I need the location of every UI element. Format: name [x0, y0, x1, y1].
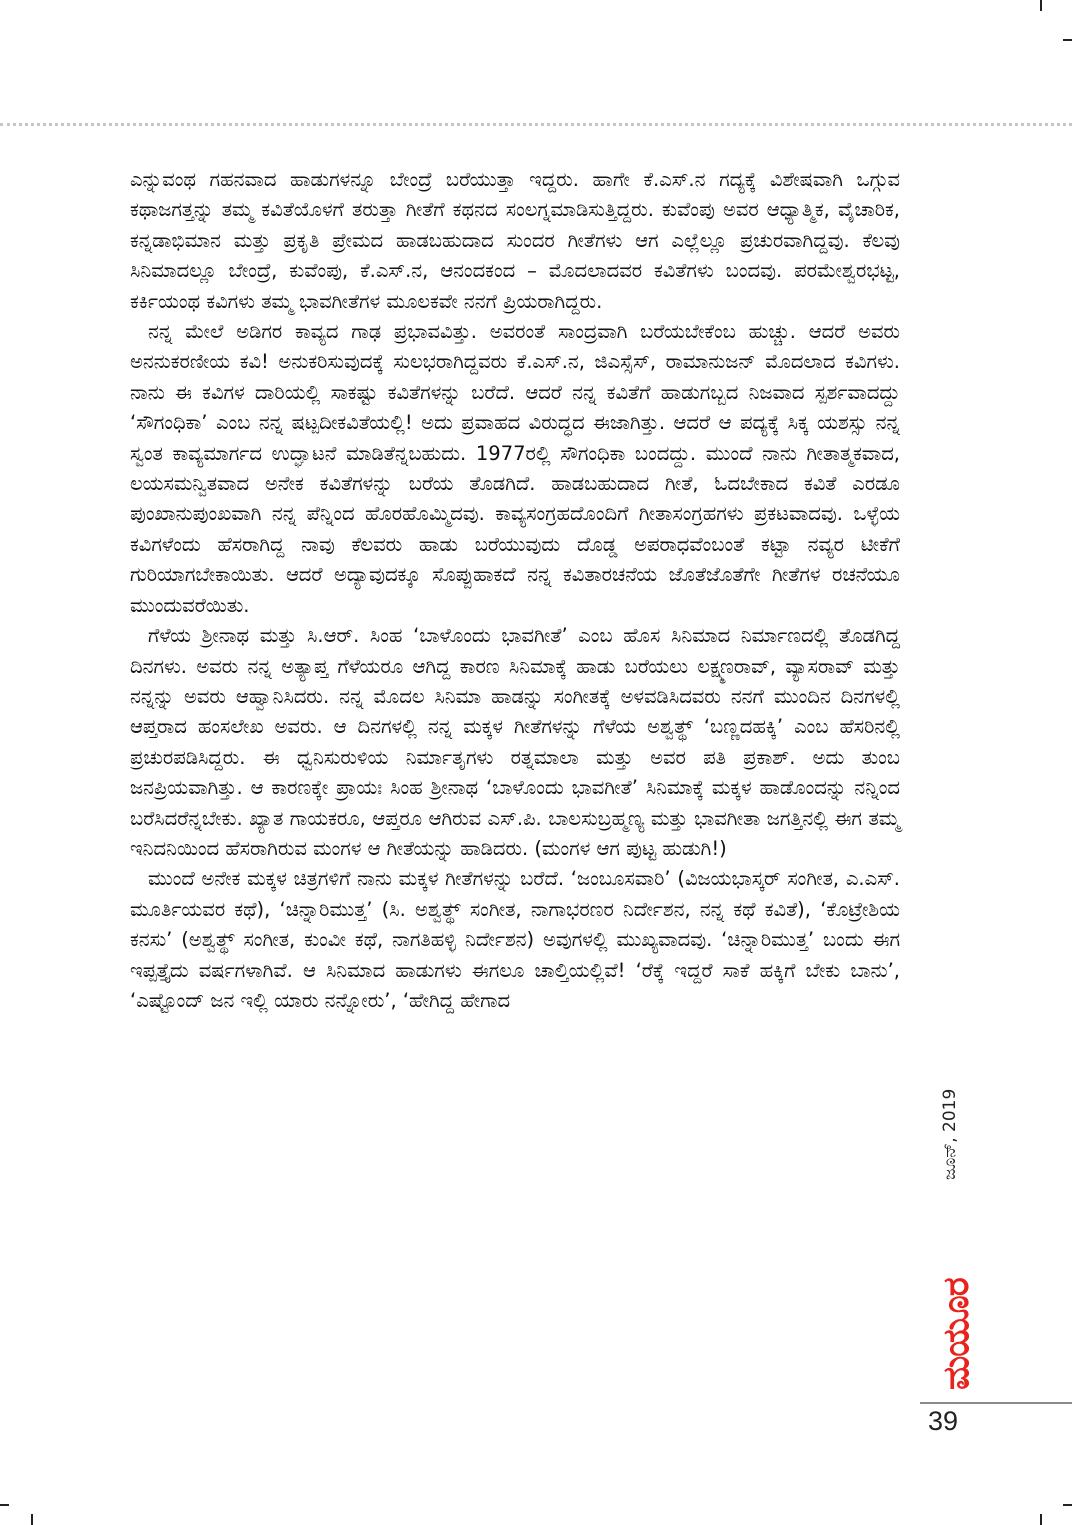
article-paragraph: ಮುಂದೆ ಅನೇಕ ಮಕ್ಕಳ ಚಿತ್ರಗಳಿಗೆ ನಾನು ಮಕ್ಕಳ ಗೀತೆಗಳನ್ನು ಬರೆದೆ. ‘ಜಂಬೂಸವಾರಿ’ (ವಿಜಯಭಾಸ್ಕರ್ ಸಂಗೀತ, ಎ.ಎಸ್. ಮೂರ್ತಿಯವರ ಕಥೆ), ‘ಚಿನ್ನಾರಿಮುತ್ತ’ (ಸಿ. ಅಶ್ವತ್ಥ್ ಸಂಗೀತ, ನಾಗಾಭರಣರ ನಿರ್ದೇಶನ, ನನ್ನ ಕಥೆ ಕವಿತೆ), ‘ಕೊಟ್ರೇಶಿಯ ಕನಸು’ (ಅಶ್ವತ್ಥ್ ಸಂಗೀತ, ಕುಂವೀ ಕಥೆ, ನಾಗತಿಹಳ್ಳಿ ನಿರ್ದೇಶನ) ಅವುಗಳಲ್ಲಿ ಮುಖ್ಯವಾದವು. ‘ಚಿನ್ನಾರಿಮುತ್ತ’ ಬಂದು ಈಗ ಇಪ್ಪತ್ತೈದು ವರ್ಷಗಳಾಗಿವೆ. ಆ ಸಿನಿಮಾದ ಹಾಡುಗಳು ಈಗಲೂ ಚಾಲ್ತಿಯಲ್ಲಿವೆ! ‘ರೆಕ್ಕೆ ಇದ್ದರೆ ಸಾಕೆ ಹಕ್ಕಿಗೆ ಬೇಕು ಬಾನು’, ‘ಎಷ್ಟೊಂದ್ ಜನ ಇಲ್ಲಿ ಯಾರು ನನ್ನೋರು’, ‘ಹೇಗಿದ್ದ ಹೇಗಾದ	[130, 867, 900, 1012]
header-dotted-rule	[0, 123, 1072, 126]
magazine-logo-text: ಮಯೂರ	[936, 1278, 977, 1390]
article-body	[130, 165, 900, 1016]
crop-mark-bottom-left	[31, 1514, 33, 1525]
article-paragraph: ನನ್ನ ಮೇಲೆ ಅಡಿಗರ ಕಾವ್ಯದ ಗಾಢ ಪ್ರಭಾವವಿತ್ತು. ಅವರಂತೆ ಸಾಂದ್ರವಾಗಿ ಬರೆಯಬೇಕೆಂಬ ಹುಚ್ಚು. ಆದರೆ ಅವರು ಅನನುಕರಣೀಯ ಕವಿ! ಅನುಕರಿಸುವುದಕ್ಕೆ ಸುಲಭರಾಗಿದ್ದವರು ಕೆ.ಎಸ್.ನ, ಜಿಎಸ್ಸೆಸ್, ರಾಮಾನುಜನ್ ಮೊದಲಾದ ಕವಿಗಳು. ನಾನು ಈ ಕವಿಗಳ ದಾರಿಯಲ್ಲಿ ಸಾಕಷ್ಟು ಕವಿತೆಗಳನ್ನು ಬರೆದೆ. ಆದರೆ ನನ್ನ ಕವಿತೆಗೆ ಹಾಡುಗಬ್ಬದ ನಿಜವಾದ ಸ್ಪರ್ಶವಾದದ್ದು ‘ಸೌಗಂಧಿಕಾ’ ಎಂಬ ನನ್ನ ಷಟ್ಪದೀಕವಿತೆಯಲ್ಲಿ! ಅದು ಪ್ರವಾಹದ ವಿರುದ್ಧದ ಈಜಾಗಿತ್ತು. ಆದರೆ ಆ ಪದ್ಯಕ್ಕೆ ಸಿಕ್ಕ ಯಶಸ್ಸು ನನ್ನ ಸ್ವಂತ ಕಾವ್ಯಮಾರ್ಗದ ಉದ್ಘಾಟನೆ ಮಾಡಿತೆನ್ನಬಹುದು. 1977ರಲ್ಲಿ ಸೌಗಂಧಿಕಾ ಬಂದದ್ದು. ಮುಂದೆ ನಾನು ಗೀತಾತ್ಮಕವಾದ, ಲಯಸಮನ್ವಿತವಾದ ಅನೇಕ ಕವಿತೆಗಳನ್ನು ಬರೆಯ ತೊಡಗಿದೆ. ಹಾಡಬಹುದಾದ ಗೀತೆ, ಓದಬೇಕಾದ ಕವಿತೆ ಎರಡೂ ಪುಂಖಾನುಪುಂಖವಾಗಿ ನನ್ನ ಪೆನ್ನಿಂದ ಹೊರಹೊಮ್ಮಿದವು. ಕಾವ್ಯಸಂಗ್ರಹದೊಂದಿಗೆ ಗೀತಾಸಂಗ್ರಹಗಳು ಪ್ರಕಟವಾದವು. ಒಳ್ಳೆಯ ಕವಿಗಳೆಂದು ಹೆಸರಾಗಿದ್ದ ನಾವು ಕೆಲವರು ಹಾಡು ಬರೆಯುವುದು ದೊಡ್ಡ ಅಪರಾಧವೆಂಬಂತೆ ಕಟ್ಟಾ ನವ್ಯರ ಟೀಕೆಗೆ ಗುರಿಯಾಗಬೇಕಾಯಿತು. ಆದರೆ ಅದ್ಯಾವುದಕ್ಕೂ ಸೊಪ್ಪುಹಾಕದೆ ನನ್ನ ಕವಿತಾರಚನೆಯ ಜೊತೆಜೊತೆಗೇ ಗೀತೆಗಳ ರಚನೆಯೂ ಮುಂದುವರೆಯಿತು.	[130, 320, 900, 617]
crop-mark-right-bottom	[1063, 1504, 1072, 1506]
article-paragraph: ಗೆಳೆಯ ಶ್ರೀನಾಥ ಮತ್ತು ಸಿ.ಆರ್. ಸಿಂಹ ‘ಬಾಳೊಂದು ಭಾವಗೀತೆ’ ಎಂಬ ಹೊಸ ಸಿನಿಮಾದ ನಿರ್ಮಾಣದಲ್ಲಿ ತೊಡಗಿದ್ದ ದಿನಗಳು. ಅವರು ನನ್ನ ಅತ್ಯಾಪ್ತ ಗೆಳೆಯರೂ ಆಗಿದ್ದ ಕಾರಣ ಸಿನಿಮಾಕ್ಕೆ ಹಾಡು ಬರೆಯಲು ಲಕ್ಷ್ಮಣರಾವ್, ವ್ಯಾಸರಾವ್ ಮತ್ತು ನನ್ನನ್ನು ಅವರು ಆಹ್ವಾನಿಸಿದರು. ನನ್ನ ಮೊದಲ ಸಿನಿಮಾ ಹಾಡನ್ನು ಸಂಗೀತಕ್ಕೆ ಅಳವಡಿಸಿದವರು ನನಗೆ ಮುಂದಿನ ದಿನಗಳಲ್ಲಿ ಆಪ್ತರಾದ ಹಂಸಲೇಖ ಅವರು. ಆ ದಿನಗಳಲ್ಲಿ ನನ್ನ ಮಕ್ಕಳ ಗೀತೆಗಳನ್ನು ಗೆಳೆಯ ಅಶ್ವತ್ಥ್ ‘ಬಣ್ಣದಹಕ್ಕಿ’ ಎಂಬ ಹೆಸರಿನಲ್ಲಿ ಪ್ರಚುರಪಡಿಸಿದ್ದರು. ಈ ಧ್ವನಿಸುರುಳಿಯ ನಿರ್ಮಾತೃಗಳು ರತ್ನಮಾಲಾ ಮತ್ತು ಅವರ ಪತಿ ಪ್ರಕಾಶ್. ಅದು ತುಂಬ ಜನಪ್ರಿಯವಾಗಿತ್ತು. ಆ ಕಾರಣಕ್ಕೇ ಪ್ರಾಯಃ ಸಿಂಹ ಶ್ರೀನಾಥ ‘ಬಾಳೊಂದು ಭಾವಗೀತೆ’ ಸಿನಿಮಾಕ್ಕೆ ಮಕ್ಕಳ ಹಾಡೊಂದನ್ನು ನನ್ನಿಂದ ಬರೆಸಿದರೆನ್ನಬೇಕು. ಖ್ಯಾತ ಗಾಯಕರೂ, ಆಪ್ತರೂ ಆಗಿರುವ ಎಸ್.ಪಿ. ಬಾಲಸುಬ್ರಹ್ಮಣ್ಯ ಮತ್ತು ಭಾವಗೀತಾ ಜಗತ್ತಿನಲ್ಲಿ ಈಗ ತಮ್ಮ ಇನಿದನಿಯಿಂದ ಹೆಸರಾಗಿರುವ ಮಂಗಳ ಆ ಗೀತೆಯನ್ನು ಹಾಡಿದರು. (ಮಂಗಳ ಆಗ ಪುಟ್ಟ ಹುಡುಗಿ!)	[130, 624, 900, 860]
article-paragraph: ಎನ್ನುವಂಥ ಗಹನವಾದ ಹಾಡುಗಳನ್ನೂ ಬೇಂದ್ರೆ ಬರೆಯುತ್ತಾ ಇದ್ದರು. ಹಾಗೇ ಕೆ.ಎಸ್.ನ ಗದ್ಯಕ್ಕೆ ವಿಶೇಷವಾಗಿ ಒಗ್ಗುವ ಕಥಾಜಗತ್ತನ್ನು ತಮ್ಮ ಕವಿತೆಯೊಳಗೆ ತರುತ್ತಾ ಗೀತೆಗೆ ಕಥನದ ಸಂಲಗ್ನಮಾಡಿಸುತ್ತಿದ್ದರು. ಕುವೆಂಪು ಅವರ ಆಧ್ಯಾತ್ಮಿಕ, ವೈಚಾರಿಕ, ಕನ್ನಡಾಭಿಮಾನ ಮತ್ತು ಪ್ರಕೃತಿ ಪ್ರೇಮದ ಹಾಡಬಹುದಾದ ಸುಂದರ ಗೀತೆಗಳು ಆಗ ಎಲ್ಲೆಲ್ಲೂ ಪ್ರಚುರವಾಗಿದ್ದವು. ಕೆಲವು ಸಿನಿಮಾದಲ್ಲೂ ಬೇಂದ್ರೆ, ಕುವೆಂಪು, ಕೆ.ಎಸ್.ನ, ಆನಂದಕಂದ – ಮೊದಲಾದವರ ಕವಿತೆಗಳು ಬಂದವು. ಪರಮೇಶ್ವರಭಟ್ಟ, ಕರ್ಕಿಯಂಥ ಕವಿಗಳು ತಮ್ಮ ಭಾವಗೀತೆಗಳ ಮೂಲಕವೇ ನನಗೆ ಪ್ರಿಯರಾಗಿದ್ದರು.	[130, 168, 901, 313]
footer-rule	[920, 1402, 1072, 1404]
page-number: 39	[928, 1406, 959, 1436]
crop-mark-top-right	[1040, 0, 1042, 11]
issue-date: ಜೂನ್, 2019	[940, 1088, 960, 1180]
crop-mark-bottom-right	[1040, 1514, 1042, 1525]
crop-mark-left-bottom	[0, 1504, 9, 1506]
crop-mark-right-top	[1063, 39, 1072, 41]
